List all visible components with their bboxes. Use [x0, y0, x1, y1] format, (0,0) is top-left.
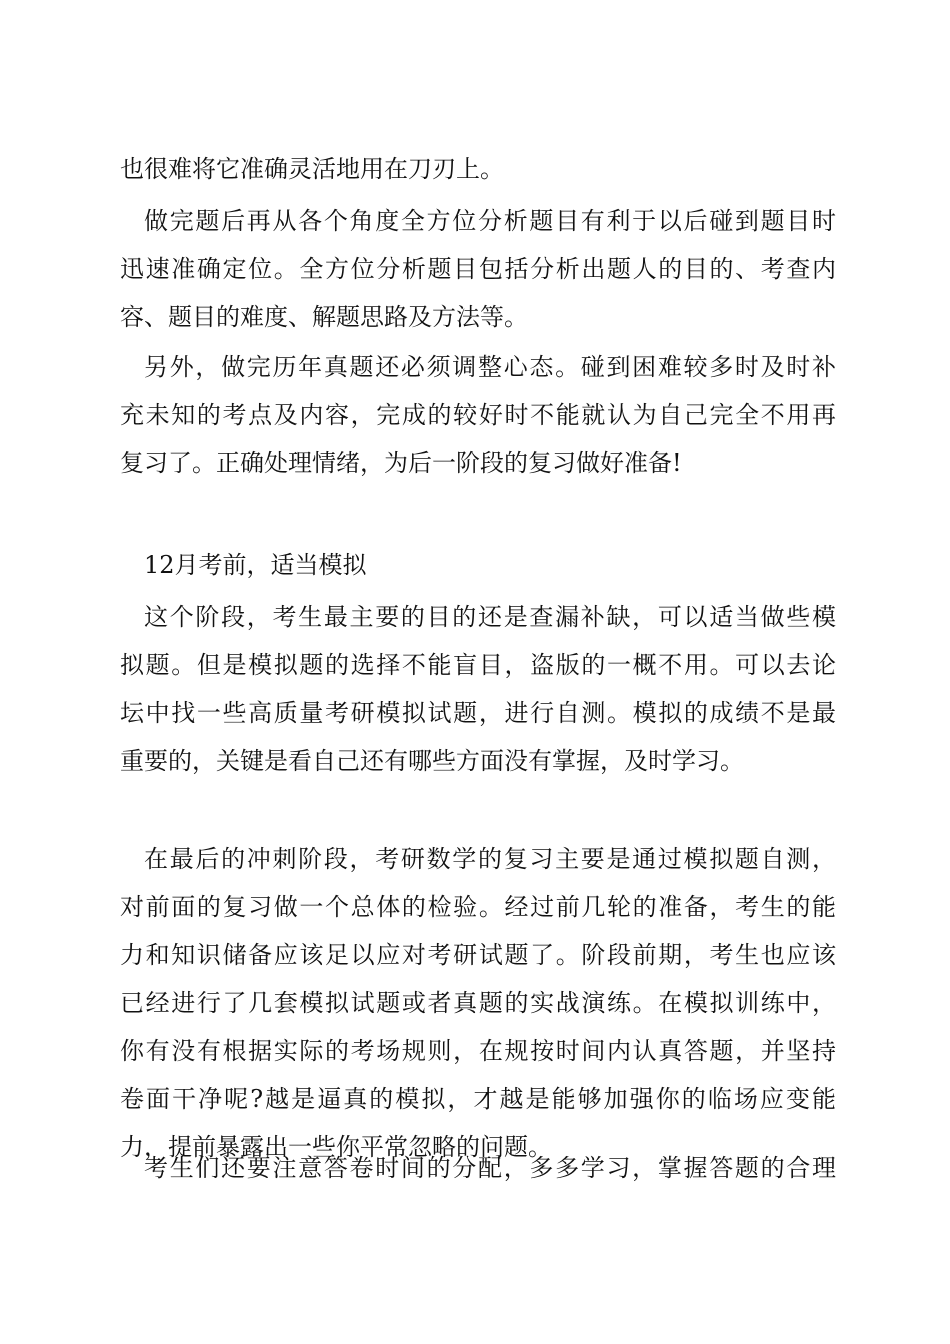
- text-line: 充未知的考点及内容，完成的较好时不能就认为自己完全不用再: [120, 401, 836, 429]
- text-line: 做完题后再从各个角度全方位分析题目有利于以后碰到题目时: [144, 207, 836, 235]
- paragraph-final-sprint: [120, 835, 836, 1171]
- paragraph-time-allocation: [120, 1144, 836, 1192]
- text-line: 对前面的复习做一个总体的检验。经过前几轮的准备，考生的能: [120, 893, 836, 921]
- text-line: 容、题目的难度、解题思路及方法等。: [120, 303, 528, 331]
- text-line: 重要的，关键是看自己还有哪些方面没有掌握，及时学习。: [120, 747, 744, 775]
- paragraph-continuation: [120, 145, 836, 193]
- paragraph-analysis: [120, 197, 836, 341]
- section-title: 12月考前，适当模拟: [144, 551, 367, 579]
- text-line: 力，提前暴露出一些你平常忽略的问题。: [120, 1133, 552, 1161]
- text-line: 拟题。但是模拟题的选择不能盲目，盗版的一概不用。可以去论: [120, 651, 836, 679]
- paragraph-mindset: [120, 343, 836, 487]
- text-line: 迅速准确定位。全方位分析题目包括分析出题人的目的、考查内: [120, 255, 836, 283]
- paragraph-simulation: [120, 593, 836, 785]
- text-line: 考生们还要注意答卷时间的分配，多多学习，掌握答题的合理: [144, 1154, 836, 1182]
- section-heading: [120, 541, 836, 589]
- text-line: 力和知识储备应该足以应对考研试题了。阶段前期，考生也应该: [120, 941, 836, 969]
- text-line: 坛中找一些高质量考研模拟试题，进行自测。模拟的成绩不是最: [120, 699, 836, 727]
- text-line: 也很难将它准确灵活地用在刀刃上。: [120, 155, 504, 183]
- text-line: 你有没有根据实际的考场规则，在规按时间内认真答题，并坚持: [120, 1037, 836, 1065]
- text-line: 这个阶段，考生最主要的目的还是查漏补缺，可以适当做些模: [144, 603, 836, 631]
- text-line: 卷面干净呢?越是逼真的模拟，才越是能够加强你的临场应变能: [120, 1085, 836, 1113]
- text-line: 另外，做完历年真题还必须调整心态。碰到困难较多时及时补: [144, 353, 836, 381]
- text-line: 已经进行了几套模拟试题或者真题的实战演练。在模拟训练中，: [120, 989, 836, 1017]
- text-line: 在最后的冲刺阶段，考研数学的复习主要是通过模拟题自测，: [144, 845, 836, 873]
- text-line: 复习了。正确处理情绪，为后一阶段的复习做好准备!: [120, 449, 682, 477]
